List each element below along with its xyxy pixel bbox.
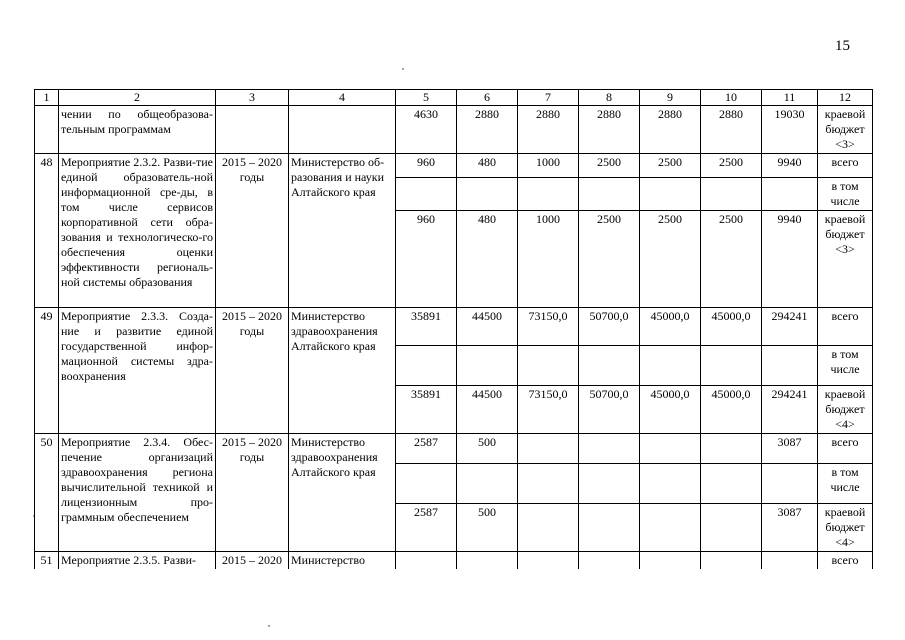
funding-source: всего [818, 434, 873, 464]
value-cell: 4630 [396, 106, 457, 154]
header-row [35, 90, 873, 106]
item-name: Мероприятие 2.3.3. Созда-ние и развитие единой государственной инфор-мационной системы здра-воохранения [59, 308, 216, 434]
column-header: 7 [518, 90, 579, 106]
table-row [35, 308, 873, 346]
funding-source: всего [818, 154, 873, 178]
value-cell: 2500 [579, 211, 640, 308]
value-cell: 50700,0 [579, 386, 640, 434]
period: 2015 – 2020 годы [216, 308, 289, 434]
funding-source: краевой бюджет <3> [818, 211, 873, 308]
value-cell: 960 [396, 211, 457, 308]
funding-source: всего [818, 552, 873, 570]
value-cell [518, 434, 579, 464]
value-cell: 9940 [762, 154, 818, 178]
column-header: 1 [35, 90, 59, 106]
value-cell [701, 434, 762, 464]
item-name: Мероприятие 2.3.5. Разви- [59, 552, 216, 570]
item-name: чении по общеобразова-тельным программам [59, 106, 216, 154]
column-header: 8 [579, 90, 640, 106]
value-cell: 2587 [396, 434, 457, 464]
value-cell: 2500 [640, 211, 701, 308]
column-header: 5 [396, 90, 457, 106]
value-cell [579, 504, 640, 552]
value-cell: 2500 [579, 154, 640, 178]
value-cell: 1000 [518, 154, 579, 178]
value-cell [640, 434, 701, 464]
value-cell: 2500 [701, 211, 762, 308]
executor: Министерство здравоохранения Алтайского края [289, 434, 396, 552]
row-number: 51 [35, 552, 59, 570]
row-number: 48 [35, 154, 59, 308]
table-row [35, 552, 873, 570]
value-cell: 50700,0 [579, 308, 640, 346]
value-cell: 294241 [762, 308, 818, 346]
value-cell: 2880 [640, 106, 701, 154]
column-header: 2 [59, 90, 216, 106]
page-number: 15 [835, 38, 850, 54]
value-cell: 45000,0 [701, 386, 762, 434]
column-header: 4 [289, 90, 396, 106]
value-cell: 2880 [701, 106, 762, 154]
scan-speck [268, 625, 270, 627]
column-header: 6 [457, 90, 518, 106]
value-cell: 2500 [640, 154, 701, 178]
value-cell [579, 434, 640, 464]
value-cell: 44500 [457, 386, 518, 434]
item-name: Мероприятие 2.3.2. Разви-тие единой образователь-ной информационной сре-ды, в том числе сервисов корпоративной сети обра-зования и технологическо-го обеспечения оценки эффективности региональ-ной системы образования [59, 154, 216, 308]
value-cell: 9940 [762, 211, 818, 308]
value-cell: 45000,0 [701, 308, 762, 346]
value-cell: 2587 [396, 504, 457, 552]
table-row [35, 434, 873, 464]
funding-source: краевой бюджет <3> [818, 106, 873, 154]
executor: Министерство [289, 552, 396, 570]
column-header: 10 [701, 90, 762, 106]
value-cell: 45000,0 [640, 308, 701, 346]
row-number: 49 [35, 308, 59, 434]
period: 2015 – 2020 годы [216, 434, 289, 552]
funding-source: в том числе [818, 178, 873, 211]
row-number: 50 [35, 434, 59, 552]
value-cell: 3087 [762, 434, 818, 464]
value-cell: 480 [457, 211, 518, 308]
value-cell [701, 504, 762, 552]
scan-speck [402, 68, 404, 70]
period: 2015 – 2020 годы [216, 154, 289, 308]
value-cell: 35891 [396, 308, 457, 346]
value-cell: 73150,0 [518, 308, 579, 346]
value-cell: 1000 [518, 211, 579, 308]
value-cell: 2880 [579, 106, 640, 154]
value-cell: 35891 [396, 386, 457, 434]
period: 2015 – 2020 [216, 552, 289, 570]
table-row [35, 106, 873, 154]
funding-source: всего [818, 308, 873, 346]
value-cell: 960 [396, 154, 457, 178]
executor: Министерство об-разования и науки Алтайского края [289, 154, 396, 308]
executor: Министерство здравоохранения Алтайского края [289, 308, 396, 434]
value-cell: 500 [457, 504, 518, 552]
value-cell: 480 [457, 154, 518, 178]
column-header: 9 [640, 90, 701, 106]
value-cell: 44500 [457, 308, 518, 346]
value-cell: 45000,0 [640, 386, 701, 434]
budget-table [34, 89, 873, 569]
value-cell [518, 504, 579, 552]
funding-source: краевой бюджет <4> [818, 504, 873, 552]
value-cell: 500 [457, 434, 518, 464]
funding-source: в том числе [818, 346, 873, 386]
funding-source: краевой бюджет <4> [818, 386, 873, 434]
value-cell: 2500 [701, 154, 762, 178]
value-cell: 294241 [762, 386, 818, 434]
value-cell: 2880 [457, 106, 518, 154]
value-cell: 3087 [762, 504, 818, 552]
value-cell: 2880 [518, 106, 579, 154]
column-header: 3 [216, 90, 289, 106]
item-name: Мероприятие 2.3.4. Обес-печение организаций здравоохранения региона вычислительной техникой и лицензионным про-граммным обеспечением [59, 434, 216, 552]
value-cell [640, 504, 701, 552]
table-row [35, 154, 873, 178]
value-cell: 19030 [762, 106, 818, 154]
funding-source: в том числе [818, 464, 873, 504]
value-cell: 73150,0 [518, 386, 579, 434]
column-header: 11 [762, 90, 818, 106]
column-header: 12 [818, 90, 873, 106]
